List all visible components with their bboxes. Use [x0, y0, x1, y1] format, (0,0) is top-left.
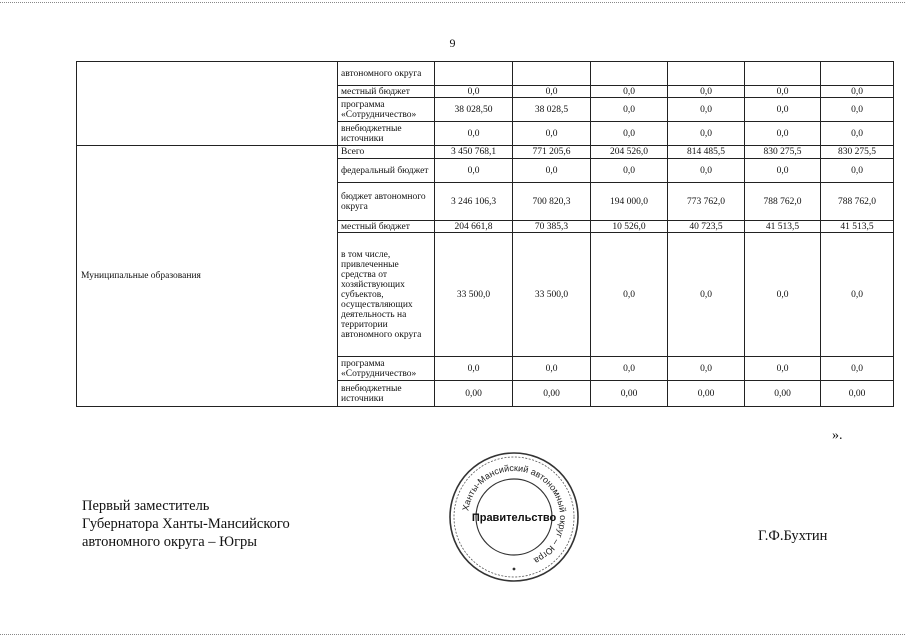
- value-cell: 0,0: [591, 122, 668, 146]
- source-cell: программа «Сотрудничество»: [338, 98, 435, 122]
- value-cell: 194 000,0: [591, 183, 668, 221]
- value-cell: 3 246 106,3: [435, 183, 513, 221]
- value-cell: 0,0: [435, 122, 513, 146]
- value-cell: 204 526,0: [591, 146, 668, 159]
- source-cell: местный бюджет: [338, 221, 435, 233]
- value-cell: 0,00: [513, 381, 591, 407]
- value-cell: [668, 62, 745, 86]
- value-cell: 0,0: [513, 122, 591, 146]
- source-cell: федеральный бюджет: [338, 159, 435, 183]
- signer-title: [82, 497, 290, 551]
- top-edge-line: [0, 2, 905, 3]
- signer-title-line: Первый заместитель: [82, 498, 210, 514]
- value-cell: 0,0: [745, 159, 821, 183]
- org-cell-previous: [77, 62, 338, 146]
- signer-name: Г.Ф.Бухтин: [758, 528, 828, 544]
- value-cell: 0,0: [591, 233, 668, 357]
- value-cell: 0,0: [668, 159, 745, 183]
- seal-center-text: Правительство: [471, 512, 557, 524]
- budget-table-body: [77, 62, 894, 407]
- value-cell: 38 028,5: [513, 98, 591, 122]
- official-seal: [448, 451, 580, 583]
- value-cell: 0,0: [745, 122, 821, 146]
- closing-quote: ».: [832, 428, 843, 443]
- page-number: 9: [449, 36, 456, 50]
- signer-title-line: автономного округа – Югры: [82, 534, 258, 550]
- value-cell: 0,0: [435, 159, 513, 183]
- value-cell: 0,0: [821, 122, 894, 146]
- value-cell: 771 205,6: [513, 146, 591, 159]
- value-cell: 0,00: [435, 381, 513, 407]
- value-cell: 0,00: [821, 381, 894, 407]
- value-cell: 0,0: [513, 357, 591, 381]
- value-cell: 0,0: [513, 86, 591, 98]
- source-cell: внебюджетные источники: [338, 122, 435, 146]
- value-cell: 0,0: [745, 86, 821, 98]
- source-cell: внебюджетные источники: [338, 381, 435, 407]
- value-cell: 0,0: [668, 233, 745, 357]
- value-cell: [591, 62, 668, 86]
- value-cell: [513, 62, 591, 86]
- value-cell: 0,00: [745, 381, 821, 407]
- value-cell: 788 762,0: [821, 183, 894, 221]
- value-cell: 788 762,0: [745, 183, 821, 221]
- value-cell: 70 385,3: [513, 221, 591, 233]
- value-cell: 0,0: [435, 357, 513, 381]
- value-cell: 0,0: [668, 357, 745, 381]
- value-cell: 0,0: [591, 357, 668, 381]
- value-cell: 814 485,5: [668, 146, 745, 159]
- value-cell: 0,0: [745, 98, 821, 122]
- value-cell: 830 275,5: [745, 146, 821, 159]
- value-cell: 0,0: [745, 357, 821, 381]
- source-cell: Всего: [338, 146, 435, 159]
- value-cell: 0,0: [435, 86, 513, 98]
- org-cell-municipal: Муниципальные образования: [77, 146, 338, 407]
- source-cell: в том числе, привлеченные средства от хозяйствующих субъектов, осуществляющих деятельность на территории автономного округа: [338, 233, 435, 357]
- source-cell: местный бюджет: [338, 86, 435, 98]
- seal-ring-text: Ханты-Мансийский автономный округ – Югра: [460, 462, 569, 566]
- value-cell: 0,00: [668, 381, 745, 407]
- value-cell: 0,0: [591, 159, 668, 183]
- source-cell: программа «Сотрудничество»: [338, 357, 435, 381]
- value-cell: 773 762,0: [668, 183, 745, 221]
- value-cell: 41 513,5: [745, 221, 821, 233]
- value-cell: [745, 62, 821, 86]
- source-cell: автономного округа: [338, 62, 435, 86]
- value-cell: 0,00: [591, 381, 668, 407]
- bottom-edge-line: [0, 634, 905, 635]
- value-cell: [435, 62, 513, 86]
- value-cell: 3 450 768,1: [435, 146, 513, 159]
- value-cell: 0,0: [513, 159, 591, 183]
- value-cell: 33 500,0: [513, 233, 591, 357]
- value-cell: 40 723,5: [668, 221, 745, 233]
- value-cell: 38 028,50: [435, 98, 513, 122]
- value-cell: 41 513,5: [821, 221, 894, 233]
- value-cell: 0,0: [668, 122, 745, 146]
- value-cell: 0,0: [745, 233, 821, 357]
- value-cell: 0,0: [591, 98, 668, 122]
- table-row: [77, 62, 894, 86]
- value-cell: 0,0: [591, 86, 668, 98]
- source-cell: бюджет автономного округа: [338, 183, 435, 221]
- signer-title-line: Губернатора Ханты-Мансийского: [82, 516, 290, 532]
- value-cell: 0,0: [668, 86, 745, 98]
- value-cell: 0,0: [821, 233, 894, 357]
- value-cell: 0,0: [821, 86, 894, 98]
- table-row: [77, 146, 894, 159]
- value-cell: 0,0: [821, 98, 894, 122]
- value-cell: [821, 62, 894, 86]
- seal-dot: [513, 568, 516, 571]
- value-cell: 33 500,0: [435, 233, 513, 357]
- value-cell: 0,0: [821, 357, 894, 381]
- value-cell: 830 275,5: [821, 146, 894, 159]
- value-cell: 0,0: [668, 98, 745, 122]
- budget-table: [76, 61, 894, 407]
- value-cell: 204 661,8: [435, 221, 513, 233]
- value-cell: 700 820,3: [513, 183, 591, 221]
- value-cell: 0,0: [821, 159, 894, 183]
- value-cell: 10 526,0: [591, 221, 668, 233]
